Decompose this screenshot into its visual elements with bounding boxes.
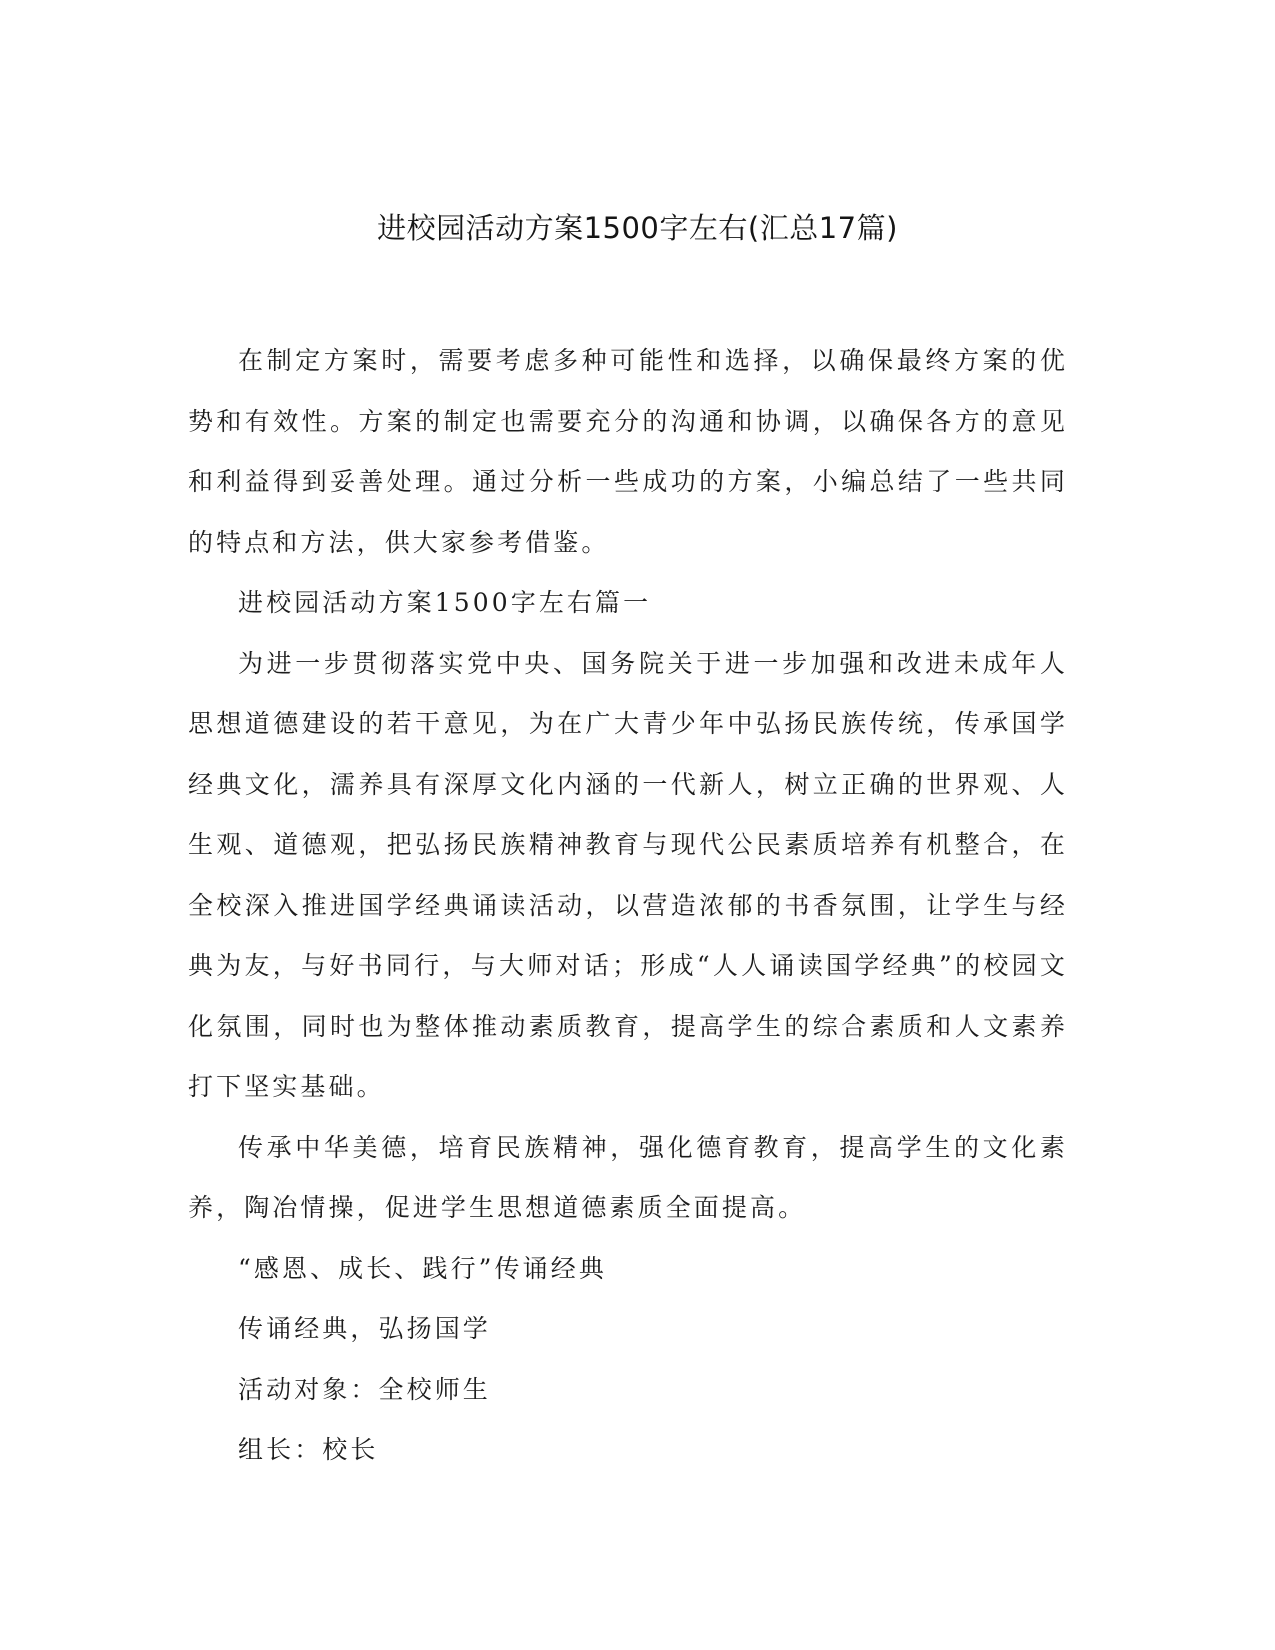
activity-slogan: 传诵经典，弘扬国学	[238, 1314, 491, 1343]
document-body	[188, 331, 1068, 1481]
activity-theme: “感恩、成长、践行”传诵经典	[238, 1253, 607, 1283]
group-leader: 组长：校长	[238, 1435, 379, 1464]
document-title: 进校园活动方案1500字左右(汇总17篇)	[377, 211, 898, 245]
section-heading: 进校园活动方案1500字左右篇一	[238, 588, 652, 617]
body-paragraph: 为进一步贯彻落实党中央、国务院关于进一步加强和改进未成年人思想道德建设的若干意见，为在广大青少年中弘扬民族传统，传承国学经典文化，濡养具有深厚文化内涵的一代新人，树立正确的世界观、人生观、道德观，把弘扬民族精神教育与现代公民素质培养有机整合，在全校深入推进国学经典诵读活动，以营造浓郁的书香氛围，让学生与经典为友，与好书同行，与大师对话；形成“人人诵读国学经典”的校园文化氛围，同时也为整体推动素质教育，提高学生的综合素质和人文素养打下坚实基础。	[188, 648, 1068, 1101]
intro-paragraph: 在制定方案时，需要考虑多种可能性和选择，以确保最终方案的优势和有效性。方案的制定也需要充分的沟通和协调，以确保各方的意见和利益得到妥善处理。通过分析一些成功的方案，小编总结了一些共同的特点和方法，供大家参考借鉴。	[188, 346, 1068, 557]
body-paragraph: 传承中华美德，培育民族精神，强化德育教育，提高学生的文化素养，陶冶情操，促进学生思想道德素质全面提高。	[188, 1132, 1068, 1222]
activity-target: 活动对象：全校师生	[238, 1374, 491, 1404]
